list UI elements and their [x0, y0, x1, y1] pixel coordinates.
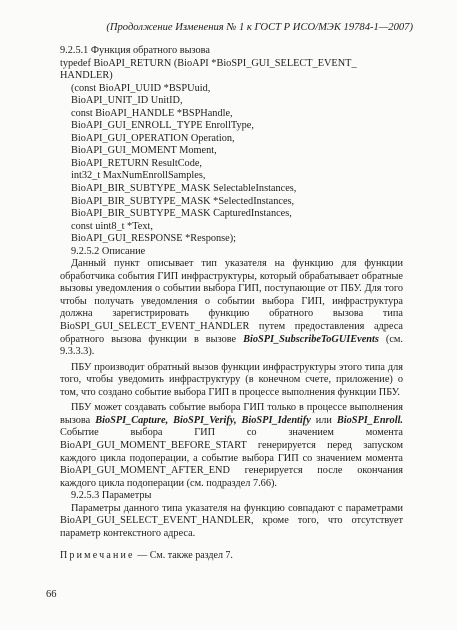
code-line: BioAPI_GUI_MOMENT Moment, [71, 145, 217, 157]
code-line: BioAPI_BIR_SUBTYPE_MASK SelectableInstances, [71, 183, 297, 195]
note-label: Примечание [60, 550, 135, 562]
function-name: BioSPI_Identify [241, 414, 311, 426]
paragraph-text: ПБУ может создавать событие выбора ГИП только в процессе выполнения вызова [60, 402, 403, 426]
function-name: BioSPI_Verify, [173, 414, 237, 426]
section-heading-9252: 9.2.5.2 Описание [71, 245, 146, 257]
code-line: (const BioAPI_UUID *BSPUuid, [71, 82, 211, 94]
paragraph-text: Событие выбора ГИП со значением момента BioAPI_GUI_MOMENT_BEFORE_START генерируется перед запуском каждого цикла подоперации, а событие выбора ГИП со значением момента BioAPI_GUI_MOMENT_AFTER_END генерируется после окончания каждого цикла подоперации (см. подраздел 7.66). [60, 427, 403, 489]
note-text: — См. также раздел 7. [134, 550, 233, 562]
code-line: BioAPI_BIR_SUBTYPE_MASK *SelectedInstances, [71, 195, 295, 207]
typedef-code-block [60, 58, 403, 246]
code-line: const uint8_t *Text, [71, 220, 153, 232]
code-line: HANDLER) [60, 70, 113, 82]
page-content [60, 45, 403, 563]
code-line: const BioAPI_HANDLE *BSPHandle, [71, 107, 233, 119]
parameters-paragraph: Параметры данного типа указателя на функцию совпадают с параметрами BioAPI_GUI_SELECT_EVENT_HANDLER, кроме того, что отсутствует параметр контекстного адреса. [60, 502, 403, 539]
paragraph-text: Данный пункт описывает тип указателя на функцию для функции обработчика события ГИП инфраструктуры, который обрабатывает обратные вызовы уведомления о событии выбора ГИП, поступающие от ПБУ. Для того чтобы получать уведомления о событии выбора ГИП, инфраструктура должна зарегистрировать функцию обратного вызова типа BioSPI_GUI_SELECT_EVENT_HANDLER путем предоставления адреса обратного вызова функции в вызове [60, 258, 403, 345]
paragraph-text: (см. 9.3.3.3). [60, 333, 403, 358]
section-heading-9251: 9.2.5.1 Функция обратного вызова [60, 45, 210, 56]
note [60, 550, 403, 563]
description-paragraph-2: ПБУ производит обратный вызов функции инфраструктуры этого типа для того, чтобы уведомить инфраструктуру (в конечном счете, приложение) о том, что создано событие выбора ГИП в процессе выполнения функции ПБУ. [60, 361, 403, 398]
function-name: BioSPI_SubscribeToGUIEvents [243, 333, 379, 345]
code-line: BioAPI_BIR_SUBTYPE_MASK CapturedInstances, [71, 208, 292, 220]
code-line: BioAPI_GUI_RESPONSE *Response); [71, 233, 237, 245]
page-number: 66 [46, 589, 57, 600]
description-paragraph-1 [60, 258, 403, 358]
code-line: BioAPI_UNIT_ID UnitID, [71, 95, 183, 107]
code-line: BioAPI_RETURN ResultCode, [71, 157, 203, 169]
code-line: BioAPI_GUI_ENROLL_TYPE EnrollType, [71, 120, 254, 132]
section-heading-9253: 9.2.5.3 Параметры [71, 490, 152, 502]
function-name: BioSPI_Enroll. [336, 414, 404, 426]
description-paragraph-3 [60, 402, 403, 490]
function-name: BioSPI_Capture, [95, 414, 169, 426]
code-line: int32_t MaxNumEnrollSamples, [71, 170, 206, 182]
code-line: BioAPI_GUI_OPERATION Operation, [71, 132, 235, 144]
running-header: (Продолжение Изменения № 1 к ГОСТ Р ИСО/МЭК 19784-1—2007) [106, 22, 413, 33]
code-line: typedef BioAPI_RETURN (BioAPI *BioSPI_GUI_SELECT_EVENT_ [60, 57, 357, 69]
paragraph-text: или [310, 414, 337, 426]
